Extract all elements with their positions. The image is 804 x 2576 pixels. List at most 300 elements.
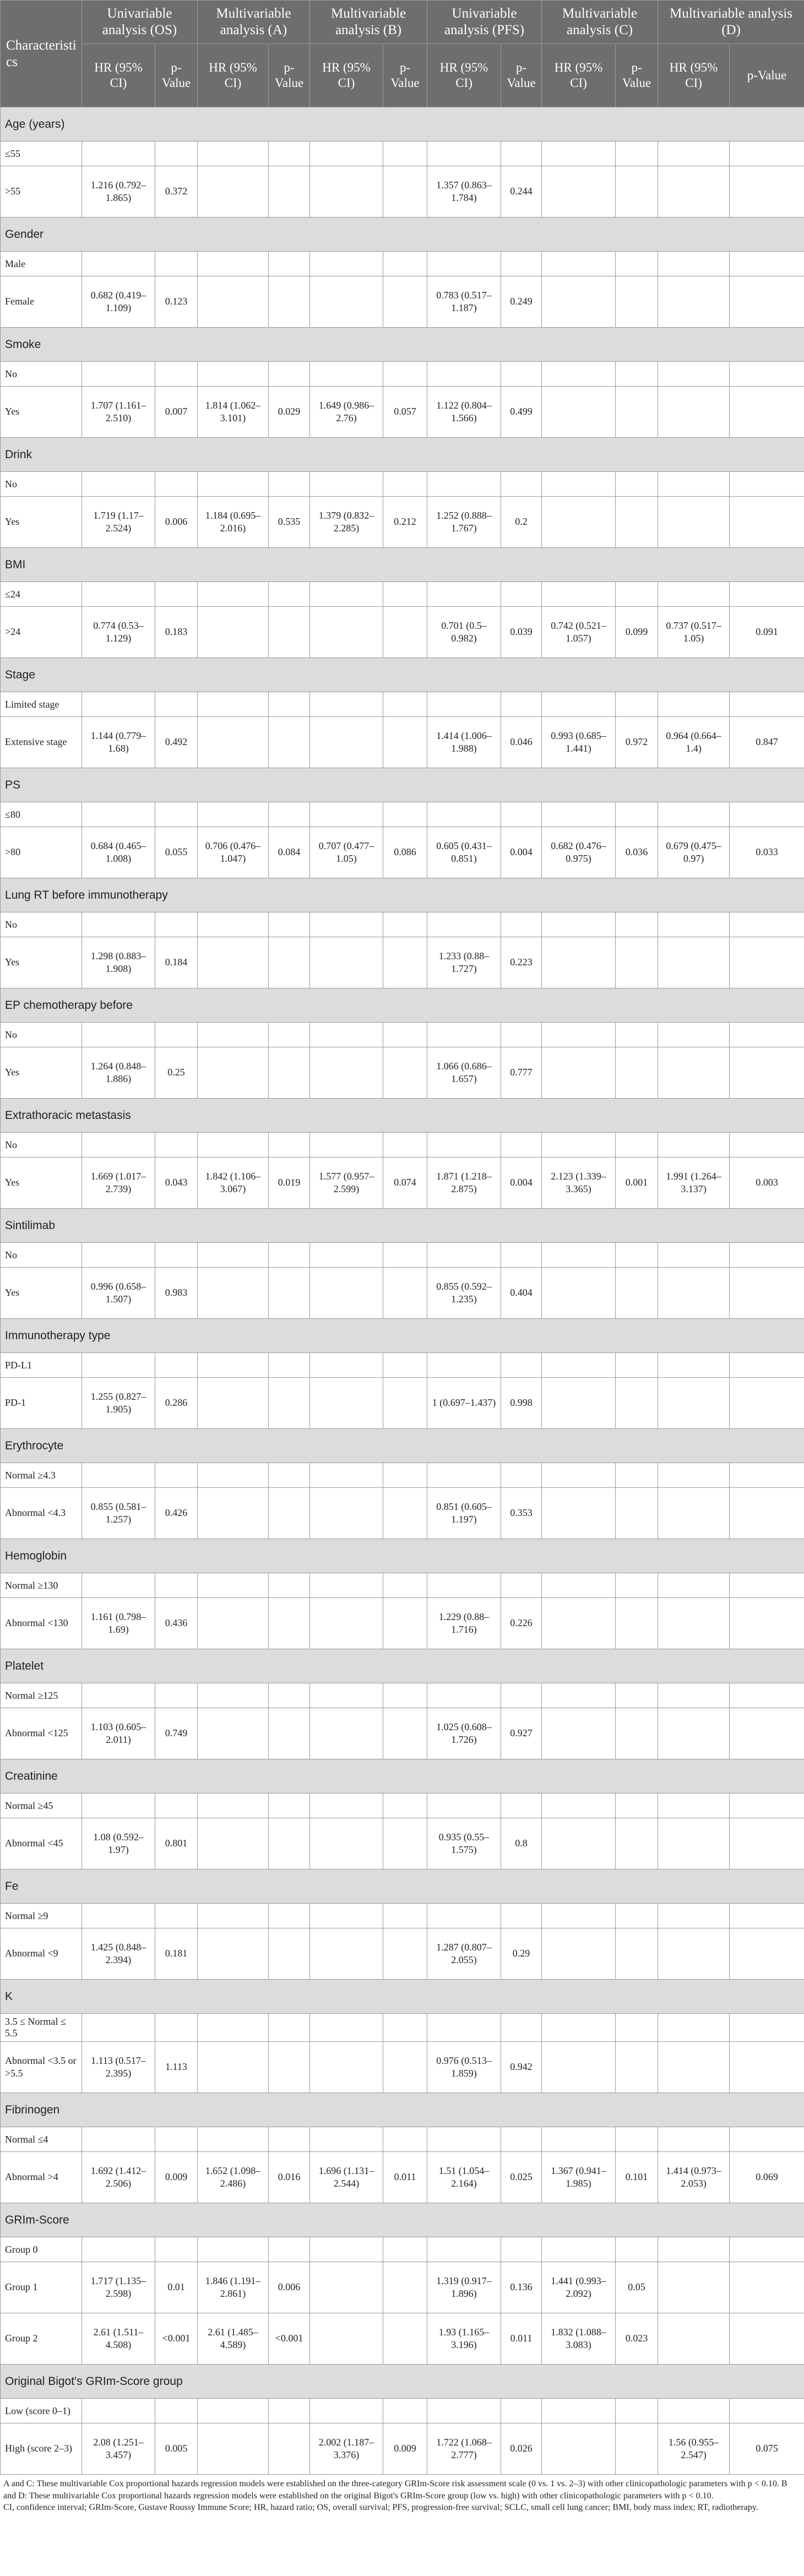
p-value-cell xyxy=(383,1928,427,1980)
hr-cell: 1.233 (0.88–1.727) xyxy=(427,937,501,988)
p-value-cell: 0.01 xyxy=(155,2262,198,2313)
reference-row xyxy=(1,1133,804,1157)
empty-cell xyxy=(198,582,269,607)
empty-cell xyxy=(82,1353,155,1378)
p-value-cell: 0.099 xyxy=(616,607,658,658)
p-value-cell: 0.749 xyxy=(155,1708,198,1759)
hr-cell xyxy=(198,717,269,768)
hr-ci-header: HR (95% CI) xyxy=(310,44,383,107)
empty-cell xyxy=(269,362,310,387)
empty-cell xyxy=(310,252,383,276)
empty-cell xyxy=(616,582,658,607)
hr-ci-header: HR (95% CI) xyxy=(427,44,501,107)
empty-cell xyxy=(616,1353,658,1378)
empty-cell xyxy=(501,692,542,717)
section-row xyxy=(1,328,804,362)
hr-cell: 1.122 (0.804–1.566) xyxy=(427,387,501,438)
hr-cell: 0.707 (0.477–1.05) xyxy=(310,827,383,878)
hr-cell: 1.025 (0.608–1.726) xyxy=(427,1708,501,1759)
hr-cell: 1.692 (1.412–2.506) xyxy=(82,2152,155,2203)
empty-cell xyxy=(501,1133,542,1157)
p-value-cell: 0.011 xyxy=(501,2313,542,2365)
empty-cell xyxy=(198,1133,269,1157)
p-value-cell: 0.223 xyxy=(501,937,542,988)
empty-cell xyxy=(383,142,427,166)
empty-cell xyxy=(82,1683,155,1708)
section-title: Creatinine xyxy=(1,1759,804,1794)
reference-label: Low (score 0–1) xyxy=(1,2399,82,2423)
empty-cell xyxy=(542,1023,616,1047)
hr-cell: 2.61 (1.485–4.589) xyxy=(198,2313,269,2365)
section-title: Fe xyxy=(1,1869,804,1904)
p-value-cell xyxy=(616,2423,658,2475)
hr-cell: 1.367 (0.941–1.985) xyxy=(542,2152,616,2203)
empty-cell xyxy=(730,1463,804,1488)
section-row xyxy=(1,548,804,582)
hr-cell xyxy=(658,276,730,328)
empty-cell xyxy=(198,362,269,387)
hr-cell xyxy=(658,497,730,548)
hr-cell xyxy=(310,937,383,988)
empty-cell xyxy=(198,692,269,717)
p-value-cell xyxy=(730,1047,804,1099)
empty-cell xyxy=(82,1023,155,1047)
empty-cell xyxy=(310,1353,383,1378)
p-value-cell: 0.043 xyxy=(155,1157,198,1209)
hr-cell xyxy=(542,387,616,438)
empty-cell xyxy=(155,2399,198,2423)
p-value-header: p-Value xyxy=(269,44,310,107)
empty-cell xyxy=(542,582,616,607)
row-label: Group 1 xyxy=(1,2262,82,2313)
reference-label: ≤55 xyxy=(1,142,82,166)
empty-cell xyxy=(310,1133,383,1157)
group-header-multivariable-b: Multivariable analysis (B) xyxy=(310,1,427,44)
section-title: Erythrocyte xyxy=(1,1429,804,1463)
empty-cell xyxy=(427,1023,501,1047)
empty-cell xyxy=(427,1904,501,1928)
p-value-cell: 0.025 xyxy=(501,2152,542,2203)
row-label: Yes xyxy=(1,937,82,988)
empty-cell xyxy=(82,1243,155,1268)
p-value-cell: <0.001 xyxy=(155,2313,198,2365)
section-row xyxy=(1,658,804,692)
section-row xyxy=(1,2203,804,2237)
p-value-cell xyxy=(616,276,658,328)
p-value-cell xyxy=(269,1818,310,1869)
empty-cell xyxy=(427,142,501,166)
p-value-cell xyxy=(730,1488,804,1539)
empty-cell xyxy=(269,2014,310,2042)
section-row xyxy=(1,988,804,1023)
hr-cell xyxy=(658,937,730,988)
empty-cell xyxy=(427,582,501,607)
p-value-cell xyxy=(383,1268,427,1319)
empty-cell xyxy=(658,2237,730,2262)
section-row xyxy=(1,1980,804,2014)
empty-cell xyxy=(310,2127,383,2152)
empty-cell xyxy=(730,692,804,717)
section-row xyxy=(1,1759,804,1794)
section-title: Lung RT before immunotherapy xyxy=(1,878,804,912)
hr-cell: 0.964 (0.664–1.4) xyxy=(658,717,730,768)
empty-cell xyxy=(616,1023,658,1047)
empty-cell xyxy=(383,2237,427,2262)
reference-label: ≤24 xyxy=(1,582,82,607)
p-value-cell xyxy=(616,1598,658,1649)
reference-row xyxy=(1,2014,804,2042)
empty-cell xyxy=(82,1463,155,1488)
empty-cell xyxy=(658,1353,730,1378)
hr-cell: 1.93 (1.165–3.196) xyxy=(427,2313,501,2365)
hr-cell xyxy=(542,1708,616,1759)
p-value-cell: 0.036 xyxy=(616,827,658,878)
empty-cell xyxy=(82,1573,155,1598)
empty-cell xyxy=(198,1463,269,1488)
p-value-cell: 0.801 xyxy=(155,1818,198,1869)
hr-cell: 1.832 (1.088–3.083) xyxy=(542,2313,616,2365)
hr-cell xyxy=(658,1928,730,1980)
empty-cell xyxy=(616,912,658,937)
empty-cell xyxy=(269,1794,310,1818)
reference-label: Normal ≤4 xyxy=(1,2127,82,2152)
p-value-cell xyxy=(730,1268,804,1319)
p-value-cell: 0.009 xyxy=(155,2152,198,2203)
section-row xyxy=(1,218,804,252)
hr-cell xyxy=(310,1928,383,1980)
reference-label: Normal ≥45 xyxy=(1,1794,82,1818)
empty-cell xyxy=(198,2014,269,2042)
empty-cell xyxy=(383,1243,427,1268)
data-row xyxy=(1,1378,804,1429)
hr-cell: 1.707 (1.161–2.510) xyxy=(82,387,155,438)
reference-row xyxy=(1,2399,804,2423)
reference-label: Group 0 xyxy=(1,2237,82,2262)
data-row xyxy=(1,717,804,768)
hr-cell xyxy=(198,166,269,218)
empty-cell xyxy=(383,2014,427,2042)
reference-row xyxy=(1,1683,804,1708)
p-value-cell: 0.001 xyxy=(616,1157,658,1209)
p-value-cell: 0.075 xyxy=(730,2423,804,2475)
group-header-multivariable-d: Multivariable analysis (D) xyxy=(658,1,804,44)
empty-cell xyxy=(198,252,269,276)
empty-cell xyxy=(383,1463,427,1488)
empty-cell xyxy=(658,2127,730,2152)
empty-cell xyxy=(310,1463,383,1488)
empty-cell xyxy=(310,912,383,937)
empty-cell xyxy=(383,2127,427,2152)
empty-cell xyxy=(658,1573,730,1598)
empty-cell xyxy=(155,1573,198,1598)
p-value-cell: 0.212 xyxy=(383,497,427,548)
hr-cell xyxy=(658,2042,730,2093)
p-value-cell: 0.019 xyxy=(269,1157,310,1209)
p-value-cell xyxy=(383,1708,427,1759)
hr-cell xyxy=(542,1928,616,1980)
section-title: Sintilimab xyxy=(1,1209,804,1243)
p-value-cell xyxy=(616,2042,658,2093)
empty-cell xyxy=(427,2014,501,2042)
empty-cell xyxy=(198,2399,269,2423)
hr-cell xyxy=(542,937,616,988)
p-value-cell: 0.007 xyxy=(155,387,198,438)
row-label: Abnormal <45 xyxy=(1,1818,82,1869)
empty-cell xyxy=(501,1463,542,1488)
row-label: Abnormal <125 xyxy=(1,1708,82,1759)
p-value-cell: 0.086 xyxy=(383,827,427,878)
data-row xyxy=(1,1818,804,1869)
hr-cell xyxy=(198,1818,269,1869)
p-value-cell: 0.023 xyxy=(616,2313,658,2365)
reference-label: Normal ≥9 xyxy=(1,1904,82,1928)
hr-cell: 1.319 (0.917–1.896) xyxy=(427,2262,501,2313)
section-title: Smoke xyxy=(1,328,804,362)
hr-cell: 0.742 (0.521–1.057) xyxy=(542,607,616,658)
hr-ci-header: HR (95% CI) xyxy=(658,44,730,107)
empty-cell xyxy=(155,912,198,937)
section-row xyxy=(1,1649,804,1683)
hr-cell xyxy=(310,276,383,328)
hr-cell xyxy=(310,1708,383,1759)
p-value-cell xyxy=(730,2313,804,2365)
section-row xyxy=(1,768,804,802)
hr-ci-header: HR (95% CI) xyxy=(82,44,155,107)
hr-cell: 0.855 (0.592–1.235) xyxy=(427,1268,501,1319)
empty-cell xyxy=(427,1573,501,1598)
empty-cell xyxy=(155,1794,198,1818)
empty-cell xyxy=(82,1904,155,1928)
empty-cell xyxy=(616,1904,658,1928)
section-row xyxy=(1,1319,804,1353)
hr-cell xyxy=(310,2042,383,2093)
hr-ci-header: HR (95% CI) xyxy=(198,44,269,107)
p-value-cell xyxy=(616,1708,658,1759)
empty-cell xyxy=(427,2399,501,2423)
p-value-cell xyxy=(730,1378,804,1429)
data-row xyxy=(1,1157,804,1209)
p-value-cell: 0.972 xyxy=(616,717,658,768)
p-value-cell: 0.136 xyxy=(501,2262,542,2313)
group-header-multivariable-c: Multivariable analysis (C) xyxy=(542,1,658,44)
p-value-cell: 0.404 xyxy=(501,1268,542,1319)
hr-cell xyxy=(658,1047,730,1099)
p-value-cell xyxy=(616,1268,658,1319)
empty-cell xyxy=(198,1243,269,1268)
hr-cell xyxy=(658,166,730,218)
empty-cell xyxy=(383,1794,427,1818)
empty-cell xyxy=(310,692,383,717)
p-value-cell: 0.005 xyxy=(155,2423,198,2475)
hr-cell: 1.649 (0.986–2.76) xyxy=(310,387,383,438)
hr-cell: 1.414 (1.006–1.988) xyxy=(427,717,501,768)
hr-cell xyxy=(198,1378,269,1429)
empty-cell xyxy=(501,1683,542,1708)
empty-cell xyxy=(155,1023,198,1047)
data-row xyxy=(1,276,804,328)
empty-cell xyxy=(542,1573,616,1598)
hr-cell xyxy=(310,1488,383,1539)
p-value-cell xyxy=(383,166,427,218)
hr-cell: 2.61 (1.511–4.508) xyxy=(82,2313,155,2365)
empty-cell xyxy=(542,142,616,166)
empty-cell xyxy=(616,2014,658,2042)
empty-cell xyxy=(198,142,269,166)
table-footnotes xyxy=(0,2475,804,2514)
p-value-cell: 0.026 xyxy=(501,2423,542,2475)
p-value-cell xyxy=(616,1378,658,1429)
empty-cell xyxy=(658,1463,730,1488)
p-value-cell xyxy=(269,1708,310,1759)
empty-cell xyxy=(269,2237,310,2262)
row-label: Yes xyxy=(1,387,82,438)
hr-cell: 1.669 (1.017–2.739) xyxy=(82,1157,155,1209)
p-value-cell xyxy=(269,1488,310,1539)
empty-cell xyxy=(269,1573,310,1598)
empty-cell xyxy=(427,1683,501,1708)
reference-label: No xyxy=(1,472,82,497)
p-value-cell xyxy=(269,1378,310,1429)
empty-cell xyxy=(310,2014,383,2042)
hr-cell xyxy=(658,2262,730,2313)
empty-cell xyxy=(310,142,383,166)
row-label: PD-1 xyxy=(1,1378,82,1429)
data-row xyxy=(1,2042,804,2093)
hr-cell: 0.935 (0.55–1.575) xyxy=(427,1818,501,1869)
reference-label: 3.5 ≤ Normal ≤ 5.5 xyxy=(1,2014,82,2042)
empty-cell xyxy=(198,472,269,497)
reference-label: Normal ≥130 xyxy=(1,1573,82,1598)
p-value-cell: 0.426 xyxy=(155,1488,198,1539)
empty-cell xyxy=(501,1353,542,1378)
data-row xyxy=(1,2152,804,2203)
reference-row xyxy=(1,912,804,937)
empty-cell xyxy=(542,1794,616,1818)
row-label: Yes xyxy=(1,1268,82,1319)
p-value-cell xyxy=(383,1047,427,1099)
hr-cell: 1.103 (0.605–2.011) xyxy=(82,1708,155,1759)
empty-cell xyxy=(542,362,616,387)
p-value-cell xyxy=(269,1268,310,1319)
empty-cell xyxy=(427,802,501,827)
hr-cell xyxy=(310,1268,383,1319)
p-value-cell: 0.039 xyxy=(501,607,542,658)
p-value-cell: 0.492 xyxy=(155,717,198,768)
hr-cell: 1.287 (0.807–2.055) xyxy=(427,1928,501,1980)
p-value-cell: 0.091 xyxy=(730,607,804,658)
empty-cell xyxy=(82,2237,155,2262)
p-value-cell: 0.927 xyxy=(501,1708,542,1759)
hr-cell: 1.717 (1.135–2.598) xyxy=(82,2262,155,2313)
empty-cell xyxy=(658,1904,730,1928)
p-value-cell xyxy=(616,497,658,548)
empty-cell xyxy=(310,1573,383,1598)
hr-cell xyxy=(198,1268,269,1319)
section-title: PS xyxy=(1,768,804,802)
empty-cell xyxy=(269,1133,310,1157)
group-header-univariable-pfs: Univariable analysis (PFS) xyxy=(427,1,542,44)
empty-cell xyxy=(427,1133,501,1157)
p-value-cell: 0.05 xyxy=(616,2262,658,2313)
empty-cell xyxy=(730,252,804,276)
reference-row xyxy=(1,142,804,166)
p-value-cell: 1.113 xyxy=(155,2042,198,2093)
p-value-cell: 0.2 xyxy=(501,497,542,548)
p-value-cell xyxy=(383,717,427,768)
empty-cell xyxy=(501,582,542,607)
hr-cell: 0.706 (0.476–1.047) xyxy=(198,827,269,878)
data-row xyxy=(1,497,804,548)
p-value-cell: 0.009 xyxy=(383,2423,427,2475)
empty-cell xyxy=(616,472,658,497)
data-row xyxy=(1,2423,804,2475)
empty-cell xyxy=(658,912,730,937)
hr-cell xyxy=(658,1708,730,1759)
hr-cell: 0.976 (0.513–1.859) xyxy=(427,2042,501,2093)
hr-cell xyxy=(198,1928,269,1980)
empty-cell xyxy=(501,2014,542,2042)
empty-cell xyxy=(269,2127,310,2152)
section-title: EP chemotherapy before xyxy=(1,988,804,1023)
hr-cell: 0.737 (0.517–1.05) xyxy=(658,607,730,658)
empty-cell xyxy=(542,1243,616,1268)
section-row xyxy=(1,2365,804,2399)
empty-cell xyxy=(730,1023,804,1047)
p-value-cell xyxy=(730,387,804,438)
data-row xyxy=(1,166,804,218)
hr-cell: 0.783 (0.517–1.187) xyxy=(427,276,501,328)
empty-cell xyxy=(155,1683,198,1708)
p-value-cell xyxy=(616,937,658,988)
p-value-cell: 0.353 xyxy=(501,1488,542,1539)
hr-cell: 1.722 (1.068–2.777) xyxy=(427,2423,501,2475)
p-value-cell xyxy=(730,2262,804,2313)
reference-row xyxy=(1,472,804,497)
p-value-cell: 0.25 xyxy=(155,1047,198,1099)
p-value-header: p-Value xyxy=(616,44,658,107)
empty-cell xyxy=(269,692,310,717)
data-row xyxy=(1,1708,804,1759)
row-label: High (score 2–3) xyxy=(1,2423,82,2475)
hr-cell xyxy=(198,1598,269,1649)
empty-cell xyxy=(383,1904,427,1928)
p-value-cell: 0.046 xyxy=(501,717,542,768)
hr-cell xyxy=(310,2262,383,2313)
empty-cell xyxy=(82,472,155,497)
section-title: Hemoglobin xyxy=(1,1539,804,1573)
hr-cell xyxy=(658,1378,730,1429)
hr-cell: 0.679 (0.475–0.97) xyxy=(658,827,730,878)
empty-cell xyxy=(427,1243,501,1268)
hr-cell: 1.51 (1.054–2.164) xyxy=(427,2152,501,2203)
hr-cell xyxy=(542,497,616,548)
empty-cell xyxy=(616,1794,658,1818)
empty-cell xyxy=(82,692,155,717)
empty-cell xyxy=(542,1904,616,1928)
empty-cell xyxy=(82,582,155,607)
empty-cell xyxy=(310,1794,383,1818)
hr-cell xyxy=(198,2042,269,2093)
empty-cell xyxy=(383,2399,427,2423)
empty-cell xyxy=(501,362,542,387)
hr-cell: 1.216 (0.792–1.865) xyxy=(82,166,155,218)
empty-cell xyxy=(616,2399,658,2423)
hr-cell: 2.08 (1.251–3.457) xyxy=(82,2423,155,2475)
empty-cell xyxy=(269,1683,310,1708)
empty-cell xyxy=(310,1904,383,1928)
empty-cell xyxy=(427,1463,501,1488)
empty-cell xyxy=(730,1904,804,1928)
